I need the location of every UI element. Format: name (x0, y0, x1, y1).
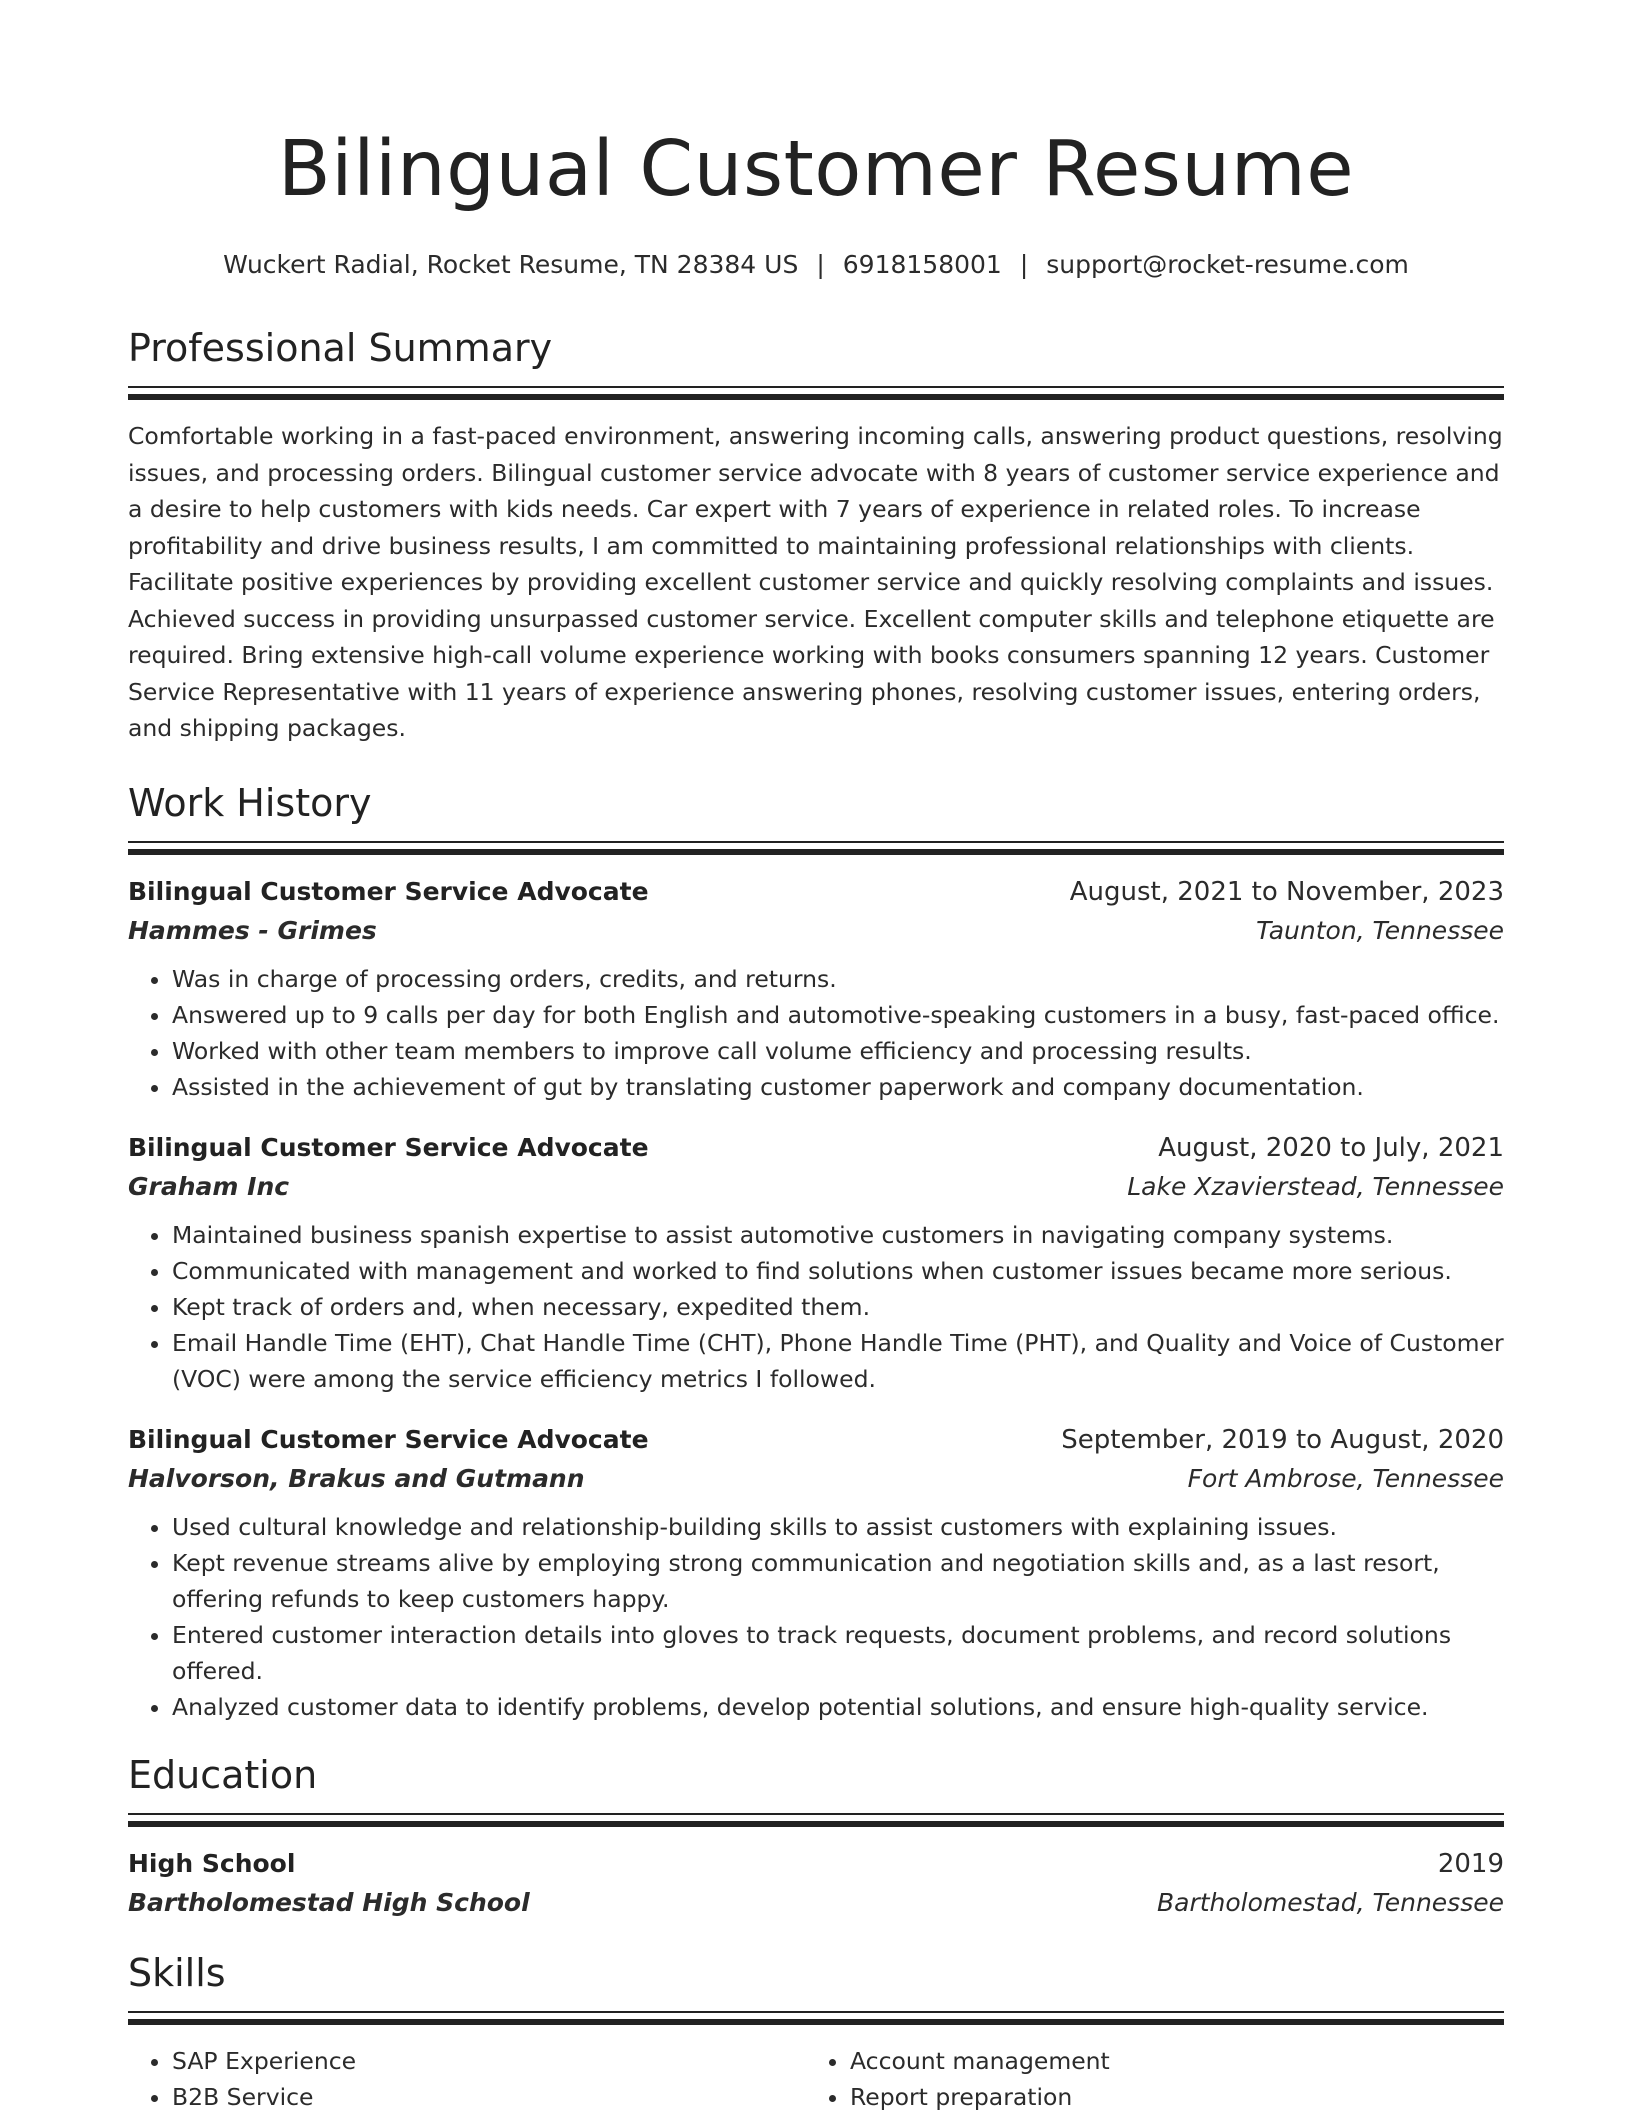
job-location: Taunton, Tennessee (1256, 915, 1504, 945)
skills-column-right (806, 2043, 1484, 2115)
job-dates: August, 2021 to November, 2023 (1069, 876, 1504, 907)
job-title: Bilingual Customer Service Advocate (128, 1424, 649, 1454)
list-item: • Was in charge of processing orders, credits, and returns. (172, 961, 1504, 997)
list-item: • Maintained business spanish expertise to assist automotive customers in navigating company systems. (172, 1217, 1504, 1253)
contact-separator: | (816, 250, 825, 279)
list-item: • Answered up to 9 calls per day for both English and automotive-speaking customers in a busy, fast-paced office. (172, 997, 1504, 1033)
skills-list (128, 2043, 1504, 2115)
list-item: • Worked with other team members to improve call volume efficiency and processing results. (172, 1033, 1504, 1069)
resume-title: Bilingual Customer Resume (277, 125, 1355, 214)
job-company: Halvorson, Brakus and Gutmann (128, 1463, 585, 1493)
education-degree: High School (128, 1848, 296, 1878)
work-section (128, 777, 1504, 1725)
job-entry (128, 1421, 1504, 1725)
contact-phone: 6918158001 (842, 250, 1002, 279)
education-heading: Education (128, 1752, 318, 1797)
section-divider (128, 386, 1504, 402)
section-divider (128, 1813, 1504, 1829)
job-dates: September, 2019 to August, 2020 (1061, 1424, 1504, 1455)
section-divider (128, 2011, 1504, 2027)
job-location: Lake Xzavierstead, Tennessee (1127, 1171, 1504, 1201)
list-item: • Email Handle Time (EHT), Chat Handle Time (CHT), Phone Handle Time (PHT), and Quality and Voice of Customer (VOC) were among the service efficiency metrics I followed. (172, 1325, 1504, 1397)
list-item: • Assisted in the achievement of gut by translating customer paperwork and company documentation. (172, 1069, 1504, 1105)
job-bullets (128, 1217, 1504, 1397)
summary-section (128, 322, 1504, 747)
education-school: Bartholomestad High School (128, 1887, 530, 1917)
list-item: • Kept revenue streams alive by employing strong communication and negotiation skills and, as a last resort, offering refunds to keep customers happy. (172, 1545, 1504, 1617)
skills-heading: Skills (128, 1950, 226, 1995)
summary-heading: Professional Summary (128, 326, 553, 370)
list-item: • Entered customer interaction details into gloves to track requests, document problems, and record solutions offered. (172, 1617, 1504, 1689)
resume-page (128, 0, 1504, 2115)
job-dates: August, 2020 to July, 2021 (1158, 1132, 1504, 1163)
skill-item: • Account management (850, 2043, 1484, 2079)
job-bullets (128, 961, 1504, 1105)
job-company: Hammes - Grimes (128, 915, 377, 945)
job-title: Bilingual Customer Service Advocate (128, 1132, 649, 1162)
list-item: • Communicated with management and worked to find solutions when customer issues became more serious. (172, 1253, 1504, 1289)
section-divider (128, 841, 1504, 857)
list-item: • Analyzed customer data to identify problems, develop potential solutions, and ensure high-quality service. (172, 1689, 1504, 1725)
education-location: Bartholomestad, Tennessee (1156, 1887, 1504, 1917)
list-item: • Kept track of orders and, when necessary, expedited them. (172, 1289, 1504, 1325)
skill-item: • B2B Service (172, 2079, 806, 2115)
contact-email[interactable]: support@rocket-resume.com (1046, 250, 1409, 279)
education-section (128, 1749, 1504, 1923)
contact-line (128, 248, 1504, 282)
contact-separator: | (1019, 250, 1029, 279)
job-bullets (128, 1509, 1504, 1725)
skill-item: • Report preparation (850, 2079, 1484, 2115)
education-year: 2019 (1437, 1848, 1504, 1879)
list-item: • Used cultural knowledge and relationship-building skills to assist customers with explaining issues. (172, 1509, 1504, 1545)
skill-item: • SAP Experience (172, 2043, 806, 2079)
job-location: Fort Ambrose, Tennessee (1187, 1463, 1504, 1493)
skills-column-left (128, 2043, 806, 2115)
summary-text: Comfortable working in a fast-paced environment, answering incoming calls, answering product questions, resolving issues, and processing orders. Bilingual customer service advocate with 8 years of customer service experience and a desire to help customers with kids needs. Car expert with 7 years of experience in related roles. To increase profitability and drive business results, I am committed to maintaining professional relationships with clients. Facilitate positive experiences by providing excellent customer service and quickly resolving complaints and issues. Achieved success in providing unsurpassed customer service. Excellent computer skills and telephone etiquette are required. Bring extensive high-call volume experience working with books consumers spanning 12 years. Customer Service Representative with 11 years of experience answering phones, resolving customer issues, entering orders, and shipping packages. (128, 422, 1503, 742)
job-entry (128, 1129, 1504, 1397)
contact-address: Wuckert Radial, Rocket Resume, TN 28384 US (223, 250, 799, 279)
skills-section (128, 1947, 1504, 2115)
job-entry (128, 873, 1504, 1105)
work-heading: Work History (128, 780, 372, 825)
job-title: Bilingual Customer Service Advocate (128, 876, 649, 906)
job-company: Graham Inc (128, 1171, 290, 1201)
